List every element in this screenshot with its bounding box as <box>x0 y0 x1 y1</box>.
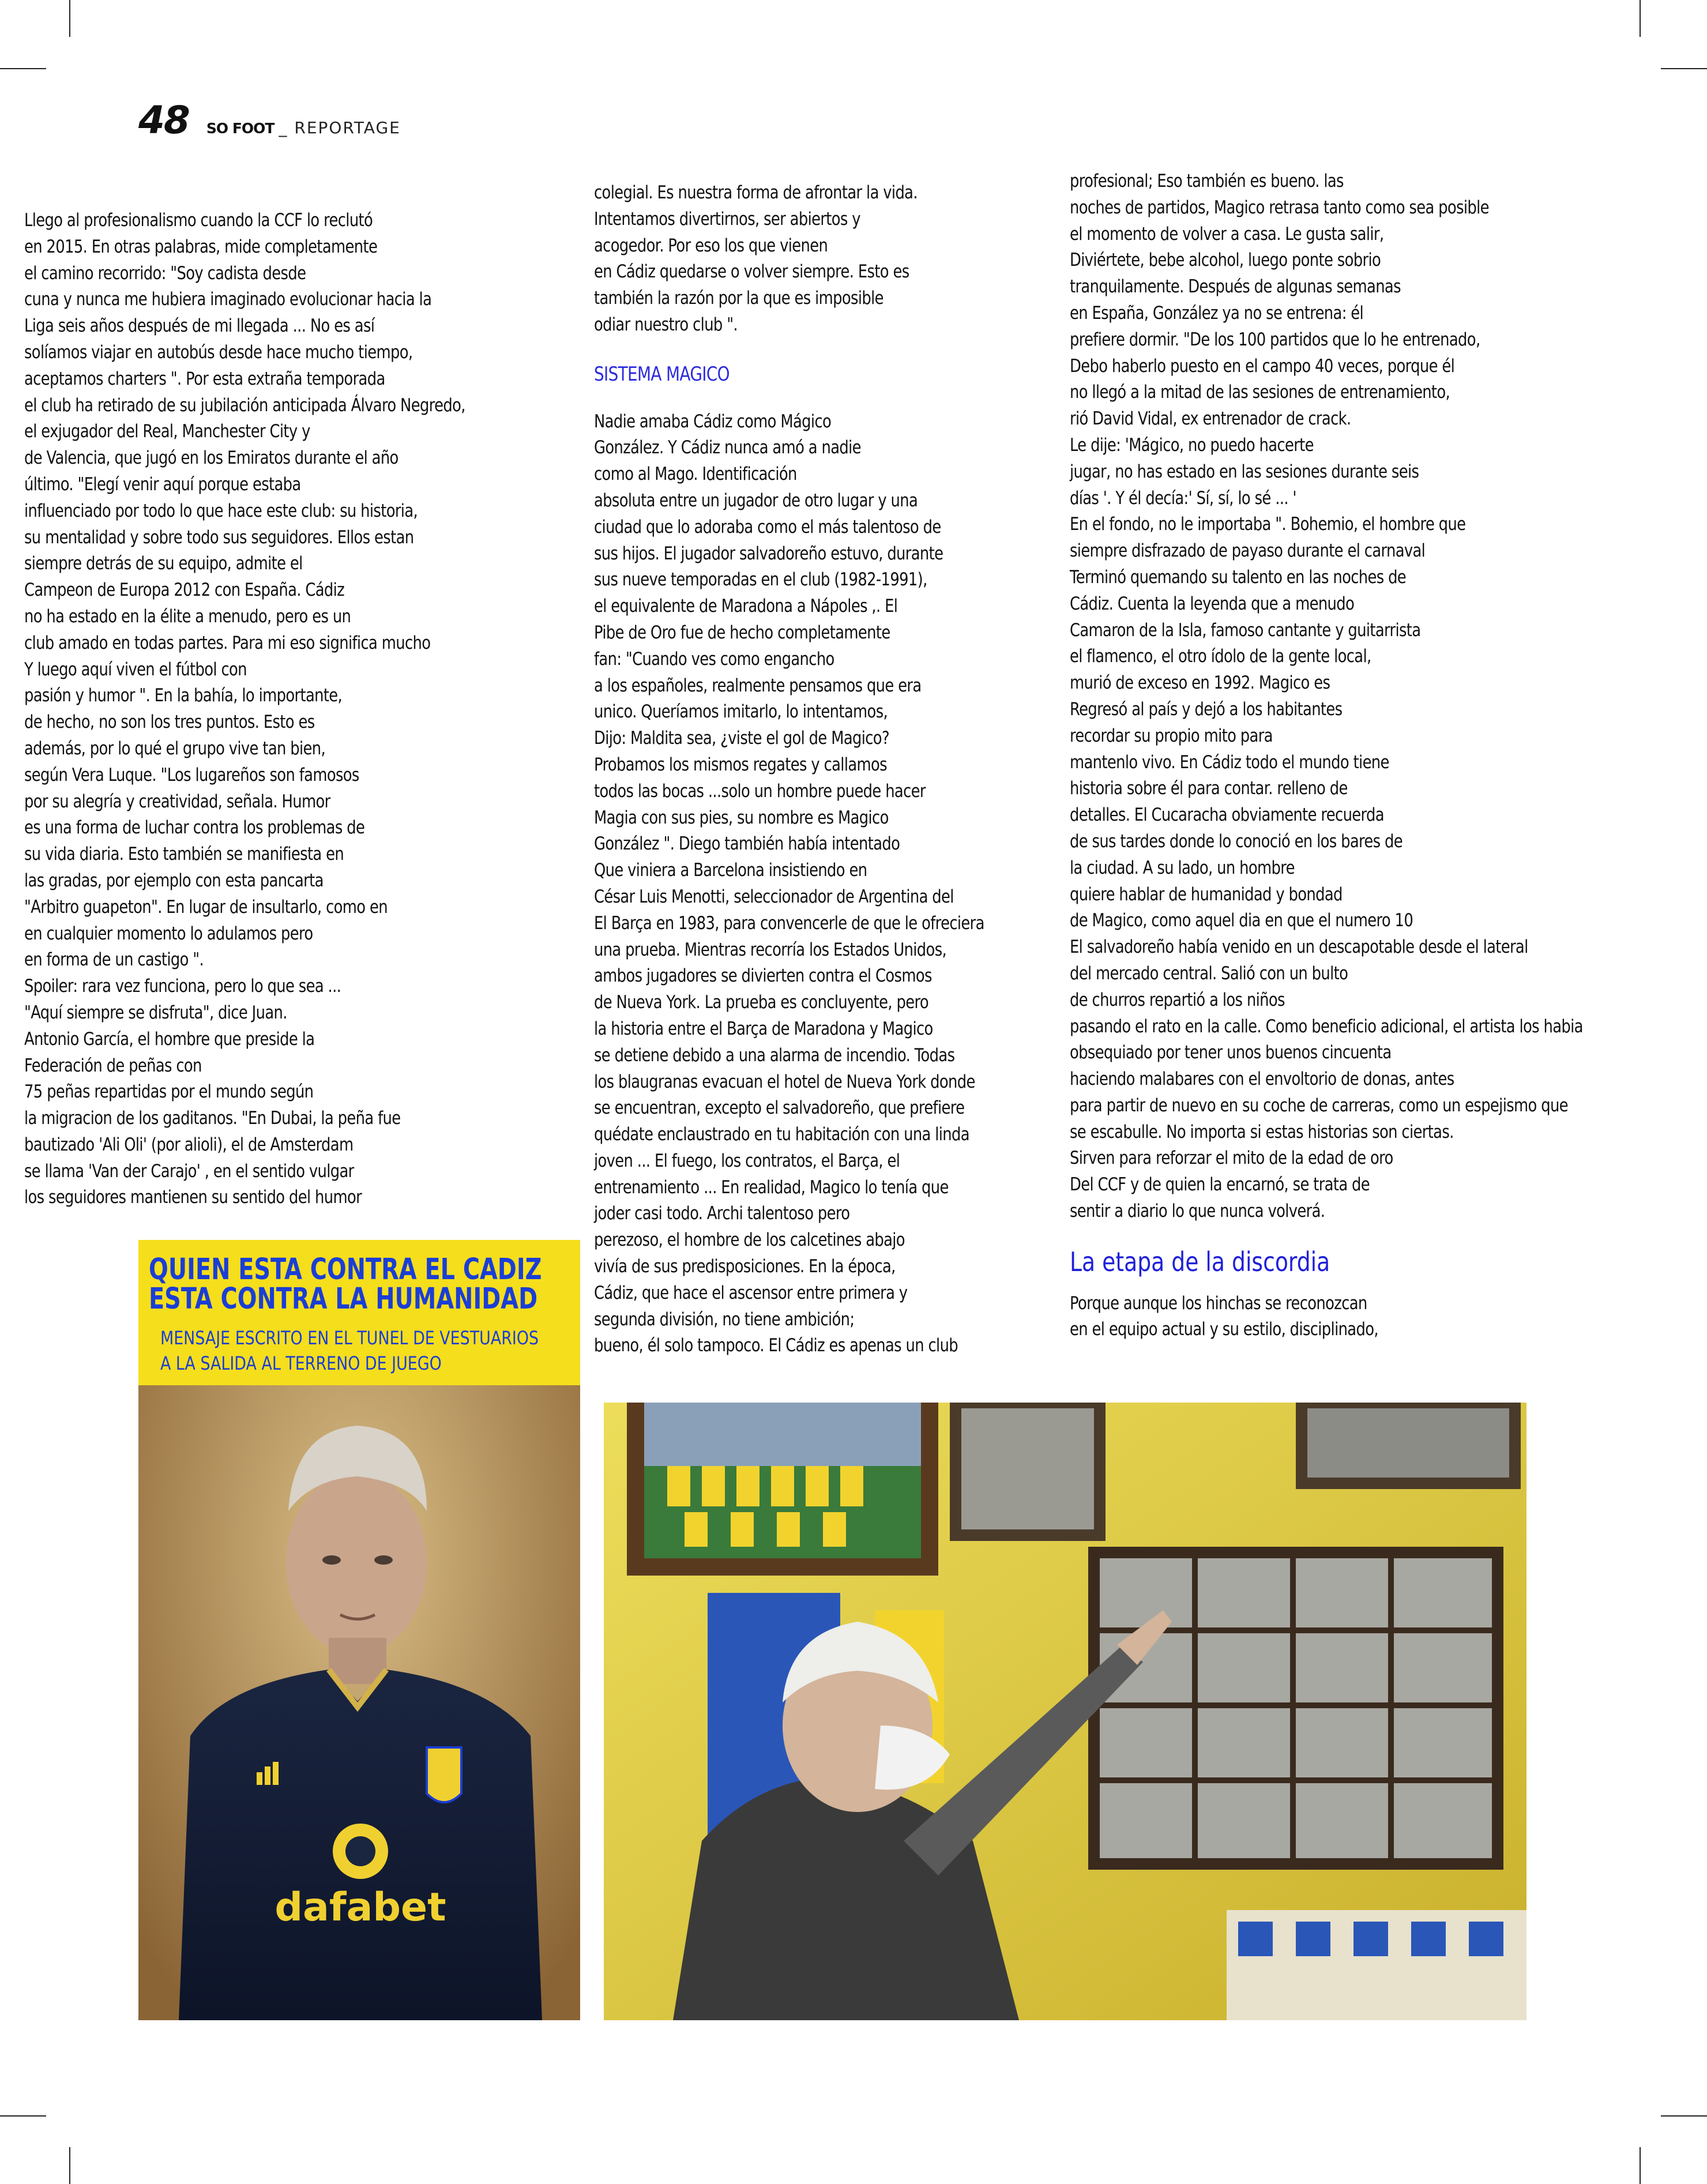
article-text-line: una prueba. Mientras recorría los Estados Unidos, <box>594 939 947 960</box>
article-text-line: la migracion de los gaditanos. "En Dubai, la peña fue <box>24 1108 401 1129</box>
article-text-line: absoluta entre un jugador de otro lugar y una <box>594 490 918 511</box>
crop-mark <box>69 2147 70 2184</box>
article-text-line: también la razón por la que es imposible <box>594 288 883 309</box>
article-text-line: cuna y nunca me hubiera imaginado evolucionar hacia la <box>24 289 432 310</box>
article-text-line: club amado en todas partes. Para mi eso significa mucho <box>24 632 431 653</box>
article-text-line: en forma de un castigo ". <box>24 949 204 971</box>
article-text-line: de Nueva York. La prueba es concluyente, pero <box>594 992 928 1013</box>
crop-mark <box>1661 2115 1707 2117</box>
article-text-line: El Barça en 1983, para convencerle de que le ofreciera <box>594 912 984 934</box>
caption-title-line-1: QUIEN ESTA CONTRA EL CADIZ <box>149 1253 542 1287</box>
article-text-line: los seguidores mantienen su sentido del humor <box>24 1187 362 1208</box>
article-text-line: se escabulle. No importa si estas historias son ciertas. <box>1070 1121 1454 1142</box>
article-text-line: de churros repartió a los niños <box>1070 989 1285 1010</box>
article-text-line: en 2015. En otras palabras, mide completamente <box>24 236 378 257</box>
article-text-line: vivía de sus predisposiciones. En la época, <box>594 1256 896 1277</box>
article-text-line: en España, González ya no se entrena: él <box>1070 302 1364 324</box>
crop-mark <box>0 68 46 69</box>
article-text-line: Campeon de Europa 2012 con España. Cádiz <box>24 580 345 601</box>
article-text-line: Antonio García, el hombre que preside la <box>24 1028 315 1050</box>
section-label: _ REPORTAGE <box>279 118 401 137</box>
article-text-line: quédate enclaustrado en tu habitación con una linda <box>594 1124 969 1145</box>
article-text-line: Que viniera a Barcelona insistiendo en <box>594 860 867 881</box>
subhead-etapa-discordia: La etapa de la discordia <box>1070 1246 1330 1277</box>
article-text-line: del mercado central. Salió con un bulto <box>1070 963 1348 984</box>
article-text-line: Sirven para reforzar el mito de la edad de oro <box>1070 1148 1393 1169</box>
article-text-line: la historia entre el Barça de Maradona y Magico <box>594 1018 933 1039</box>
article-text-line: El salvadoreño había venido en un descapotable desde el lateral <box>1070 937 1528 958</box>
article-text-line: En el fondo, no le importaba ". Bohemio, el hombre que <box>1070 514 1466 535</box>
article-text-line: mantenlo vivo. En Cádiz todo el mundo tiene <box>1070 751 1389 773</box>
crop-mark <box>69 0 70 37</box>
article-text-line: acogedor. Por eso los que vienen <box>594 235 828 256</box>
article-text-line: prefiere dormir. "De los 100 partidos que lo he entrenado, <box>1070 329 1480 350</box>
article-text-line: González ". Diego también había intentado <box>594 833 900 855</box>
article-text-line: González. Y Cádiz nunca amó a nadie <box>594 437 861 458</box>
article-text-line: segunda división, no tiene ambición; <box>594 1309 855 1330</box>
article-text-line: no ha estado en la élite a menudo, pero es un <box>24 606 351 627</box>
article-text-line: en cualquier momento lo adulamos pero <box>24 923 313 944</box>
article-text-line: todos las bocas ...solo un hombre puede hacer <box>594 780 926 802</box>
article-text-line: no llegó a la mitad de las sesiones de entrenamiento, <box>1070 382 1450 403</box>
article-text-line: solíamos viajar en autobús desde hace mucho tiempo, <box>24 341 413 363</box>
article-text-line: Diviértete, bebe alcohol, luego ponte sobrio <box>1070 250 1381 271</box>
article-text-line: según Vera Luque. "Los lugareños son famosos <box>24 764 359 785</box>
column-3-paragraph <box>1070 168 1583 1225</box>
article-text-line: Liga seis años después de mi llegada ... No es así <box>24 315 375 337</box>
article-text-line: su mentalidad y sobre todo sus seguidores. Ellos estan <box>24 527 414 548</box>
article-text-line: sus nueve temporadas en el club (1982-1991), <box>594 569 927 591</box>
article-text-line: murió de exceso en 1992. Magico es <box>1070 672 1330 694</box>
wall-photos-photo <box>604 1403 1526 2020</box>
article-text-line: quiere hablar de humanidad y bondad <box>1070 884 1343 905</box>
article-text-line: ambos jugadores se divierten contra el Cosmos <box>594 965 932 987</box>
crop-mark <box>1640 2147 1641 2184</box>
article-text-line: Dijo: Maldita sea, ¿viste el gol de Magico? <box>594 728 890 749</box>
article-text-line: la ciudad. A su lado, un hombre <box>1070 857 1295 878</box>
page-number: 48 <box>138 98 189 142</box>
article-text-line: de sus tardes donde lo conoció en los bares de <box>1070 830 1403 852</box>
article-text-line: el club ha retirado de su jubilación anticipada Álvaro Negredo, <box>24 394 465 416</box>
article-text-line: bautizado 'Ali Oli' (por alioli), el de Amsterdam <box>24 1134 354 1155</box>
crop-mark <box>1661 68 1707 69</box>
caption-sub-line-1: MENSAJE ESCRITO EN EL TUNEL DE VESTUARIOS <box>160 1327 539 1349</box>
article-text-line: por su alegría y creatividad, señala. Humor <box>24 791 330 812</box>
article-text-line: Camaron de la Isla, famoso cantante y guitarrista <box>1070 619 1421 641</box>
article-text-line: Probamos los mismos regates y callamos <box>594 754 887 775</box>
article-text-line: además, por lo qué el grupo vive tan bien, <box>24 738 326 759</box>
portrait-photo <box>138 1240 580 2020</box>
article-text-line: colegial. Es nuestra forma de afrontar la vida. <box>594 182 918 203</box>
article-text-line: aceptamos charters ". Por esta extraña temporada <box>24 368 385 389</box>
article-text-line: joven ... El fuego, los contratos, el Barça, el <box>594 1150 900 1171</box>
article-text-line: unico. Queríamos imitarlo, lo intentamos, <box>594 701 888 723</box>
article-text-line: Magia con sus pies, su nombre es Magico <box>594 807 889 828</box>
article-column-3 <box>1070 168 1583 1343</box>
article-text-line: Federación de peñas con <box>24 1055 202 1076</box>
article-text-line: entrenamiento ... En realidad, Magico lo tenía que <box>594 1176 949 1198</box>
article-text-line: obsequiado por tener unos buenos cincuenta <box>1070 1042 1392 1063</box>
article-text-line: en el equipo actual y su estilo, disciplinado, <box>1070 1319 1378 1340</box>
column-1-paragraph <box>24 208 465 1211</box>
article-text-line: el flamenco, el otro ídolo de la gente local, <box>1070 646 1371 667</box>
caption-box <box>138 1240 580 1385</box>
article-text-line: es una forma de luchar contra los problemas de <box>24 817 365 839</box>
article-text-line: Cádiz, que hace el ascensor entre primera y <box>594 1282 908 1303</box>
article-text-line: Pibe de Oro fue de hecho completamente <box>594 622 890 643</box>
article-text-line: Y luego aquí viven el fútbol con <box>24 659 247 680</box>
article-text-line: sentir a diario lo que nunca volverá. <box>1070 1201 1325 1222</box>
article-text-line: pasión y humor ". En la bahía, lo importante, <box>24 685 343 706</box>
article-text-line: 75 peñas repartidas por el mundo según <box>24 1081 314 1103</box>
article-text-line: bueno, él solo tampoco. El Cádiz es apenas un club <box>594 1335 958 1356</box>
wall-photos-illustration <box>604 1403 1526 2020</box>
article-text-line: César Luis Menotti, seleccionador de Argentina del <box>594 886 954 907</box>
article-text-line: rió David Vidal, ex entrenador de crack. <box>1070 408 1351 430</box>
article-text-line: influenciado por todo lo que hace este club: su historia, <box>24 500 418 521</box>
article-text-line: se detiene debido a una alarma de incendio. Todas <box>594 1044 955 1066</box>
article-text-line: sus hijos. El jugador salvadoreño estuvo, durante <box>594 543 943 564</box>
jersey-sponsor-text: dafabet <box>275 1885 446 1930</box>
article-text-line: Spoiler: rara vez funciona, pero lo que sea ... <box>24 976 341 997</box>
article-column-1 <box>24 208 465 1211</box>
page-header <box>138 98 401 144</box>
article-text-line: Debo haberlo puesto en el campo 40 veces, porque él <box>1070 355 1455 377</box>
article-text-line: para partir de nuevo en su coche de carreras, como un espejismo que <box>1070 1095 1568 1116</box>
subhead-sistema-magico: SISTEMA MAGICO <box>594 362 730 386</box>
article-text-line: fan: "Cuando ves como engancho <box>594 648 834 670</box>
article-text-line: odiar nuestro club ". <box>594 314 738 335</box>
article-text-line: último. "Elegí venir aquí porque estaba <box>24 473 301 495</box>
article-text-line: Del CCF y de quien la encarnó, se trata de <box>1070 1174 1370 1196</box>
article-text-line: "Aquí siempre se disfruta", dice Juan. <box>24 1002 287 1023</box>
crop-mark <box>1640 0 1641 37</box>
article-text-line: como al Mago. Identificación <box>594 464 797 485</box>
article-text-line: Regresó al país y dejó a los habitantes <box>1070 698 1343 720</box>
article-text-line: de hecho, no son los tres puntos. Esto es <box>24 712 315 733</box>
article-text-line: Le dije: 'Mágico, no puedo hacerte <box>1070 434 1314 456</box>
article-text-line: Porque aunque los hinchas se reconozcan <box>1070 1292 1367 1314</box>
article-text-line: joder casi todo. Archi talentoso pero <box>594 1203 850 1224</box>
article-text-line: perezoso, el hombre de los calcetines abajo <box>594 1230 905 1251</box>
article-text-line: profesional; Eso también es bueno. las <box>1070 171 1344 191</box>
column-2-paragraph <box>594 409 984 1360</box>
article-text-line: jugar, no has estado en las sesiones durante seis <box>1070 461 1419 482</box>
article-text-line: pasando el rato en la calle. Como beneficio adicional, el artista los habia <box>1070 1016 1583 1037</box>
article-text-line: los blaugranas evacuan el hotel de Nueva York donde <box>594 1071 975 1092</box>
article-text-line: se encuentran, excepto el salvadoreño, que prefiere <box>594 1097 965 1119</box>
article-text-line: Cádiz. Cuenta la leyenda que a menudo <box>1070 593 1355 614</box>
article-text-line: recordar su propio mito para <box>1070 725 1273 746</box>
article-text-line: el camino recorrido: "Soy cadista desde <box>24 262 306 284</box>
article-text-line: tranquilamente. Después de algunas semanas <box>1070 276 1401 298</box>
caption-title <box>149 1255 542 1314</box>
article-text-line: historia sobre él para contar. relleno de <box>1070 778 1348 799</box>
article-text-line: haciendo malabares con el envoltorio de donas, antes <box>1070 1069 1454 1090</box>
article-text-line: su vida diaria. Esto también se manifiesta en <box>24 844 344 865</box>
article-text-line: Terminó quemando su talento en las noches de <box>1070 566 1407 588</box>
article-column-2 <box>594 180 984 1359</box>
article-text-line: siempre detrás de su equipo, admite el <box>24 553 303 574</box>
article-text-line: Intentamos divertirnos, ser abiertos y <box>594 208 860 230</box>
article-text-line: a los españoles, realmente pensamos que era <box>594 675 922 696</box>
article-text-line: el exjugador del Real, Manchester City y <box>24 421 310 442</box>
magazine-name: SO FOOT <box>206 120 275 137</box>
article-text-line: las gradas, por ejemplo con esta pancarta <box>24 870 324 891</box>
article-text-line: en Cádiz quedarse o volver siempre. Esto es <box>594 261 909 283</box>
caption-subtitle <box>160 1325 539 1376</box>
article-text-line: Nadie amaba Cádiz como Mágico <box>594 411 832 432</box>
article-text-line: días '. Y él decía:' Sí, sí, lo sé ... ' <box>1070 487 1296 509</box>
article-text-line: noches de partidos, Magico retrasa tanto como sea posible <box>1070 197 1489 218</box>
article-text-line: detalles. El Cucaracha obviamente recuerda <box>1070 805 1384 826</box>
caption-sub-line-2: A LA SALIDA AL TERRENO DE JUEGO <box>160 1352 442 1374</box>
article-text-line: siempre disfrazado de payaso durante el carnaval <box>1070 540 1426 562</box>
article-text-line: se llama 'Van der Carajo' , en el sentido vulgar <box>24 1160 354 1182</box>
column-2-intro-paragraph <box>594 180 984 339</box>
column-3-end-paragraph <box>1070 1291 1583 1344</box>
crop-mark <box>0 2115 46 2117</box>
caption-title-line-2: ESTA CONTRA LA HUMANIDAD <box>149 1282 538 1316</box>
article-text-line: ciudad que lo adoraba como el más talentoso de <box>594 516 941 537</box>
article-text-line: el momento de volver a casa. Le gusta salir, <box>1070 223 1384 245</box>
article-text-line: Llego al profesionalismo cuando la CCF lo reclutó <box>24 210 373 231</box>
article-text-line: el equivalente de Maradona a Nápoles ,. El <box>594 596 898 617</box>
article-text-line: de Magico, como aquel dia en que el numero 10 <box>1070 910 1413 931</box>
article-text-line: de Valencia, que jugó en los Emiratos durante el año <box>24 448 398 469</box>
article-text-line: "Arbitro guapeton". En lugar de insultarlo, como en <box>24 896 388 918</box>
